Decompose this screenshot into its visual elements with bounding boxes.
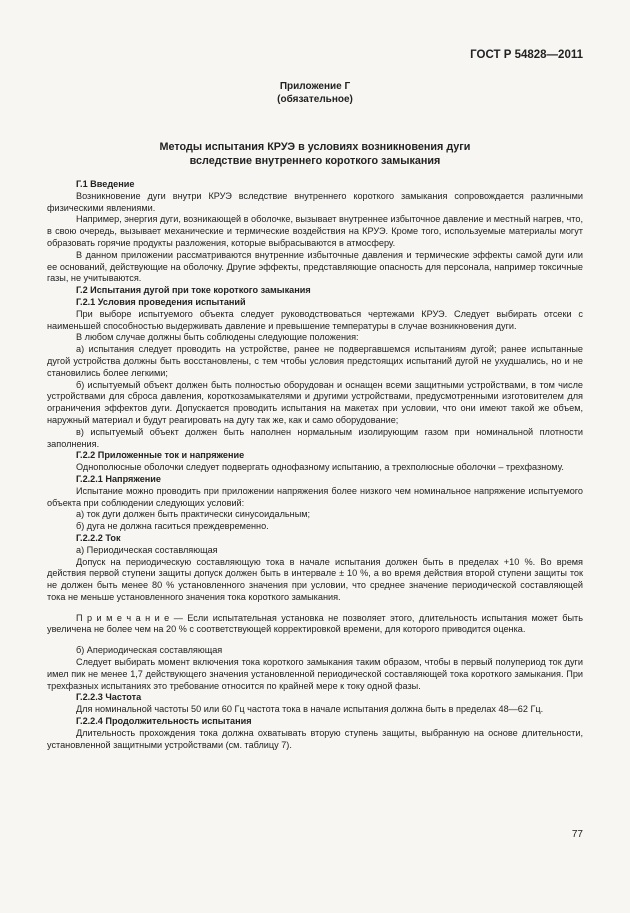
appendix-label: Приложение Г — [279, 81, 351, 92]
standard-code: ГОСТ Р 54828—2011 — [470, 49, 583, 61]
paragraph: Испытание можно проводить при приложении напряжения более низкого чем номинальное напряжение испытуемого объекта при соблюдении следующих условий: — [47, 485, 583, 508]
heading-g2-2: Г.2.2 Приложенные ток и напряжение — [76, 450, 245, 461]
paragraph: При выборе испытуемого объекта следует руководствоваться чертежами КРУЭ. Следует выбирать отсеки с наименьшей способностью выдерживать давление и превышение температуры в случае возникновения дуги. — [47, 308, 583, 331]
heading-g2-2-2: Г.2.2.2 Ток — [76, 532, 121, 543]
note: П р и м е ч а н и е — Если испытательная установка не позволяет этого, длительность испытания может быть увеличена не более чем на 20 % с соответствующей корректировкой времени, для которого приводится оценка. — [47, 612, 583, 635]
paragraph: Допуск на периодическую составляющую тока в начале испытания должен быть в пределах +10 %. Во время действия первой ступени защиты допуск должен быть в интервале ± 10 %, а во время действия второй ступени защиты ток не должен быть менее 80 % установленного значения при условии, что среднее значение периодической составляющей тока не меньше установленного значения тока короткого замыкания. — [47, 556, 583, 602]
paragraph: Для номинальной частоты 50 или 60 Гц частота тока в начале испытания должна быть в пределах 48—62 Гц. — [76, 704, 544, 715]
title-line-2: вследствие внутреннего короткого замыкания — [189, 155, 441, 167]
paragraph: Однополюсные оболочки следует подвергать однофазному испытанию, а трехполюсные оболочки – трехфазному. — [76, 462, 564, 473]
section-title — [0, 140, 630, 168]
heading-g2-1: Г.2.1 Условия проведения испытаний — [76, 296, 246, 307]
list-item: в) испытуемый объект должен быть наполнен нормальным изолирующим газом при номинальной плотности заполнения. — [47, 426, 583, 449]
heading-g2-2-1: Г.2.2.1 Напряжение — [76, 473, 161, 484]
list-item: б) испытуемый объект должен быть полностью оборудован и оснащен всеми защитными устройствами, в том числе устройствами для сброса давления, короткозамыкателями и другими устройствами, предусмотренными изготовителем для ограничения эффектов дуги. Допускается проводить испытания на макетах при условии, что они имеют такой же объем, наружный материал и будут реагировать на дугу так же, как и само оборудование; — [47, 379, 583, 425]
heading-g2: Г.2 Испытания дугой при токе короткого замыкания — [76, 285, 311, 296]
title-line-1: Методы испытания КРУЭ в условиях возникновения дуги — [159, 141, 471, 153]
subheading: а) Периодическая составляющая — [76, 544, 218, 555]
heading-g2-2-3: Г.2.2.3 Частота — [76, 692, 142, 703]
paragraph: В любом случае должны быть соблюдены следующие положения: — [76, 332, 359, 343]
heading-g1: Г.1 Введение — [76, 179, 135, 189]
paragraph: Возникновение дуги внутри КРУЭ вследствие внутреннего короткого замыкания сопровождается различными физическими явлениями. — [47, 190, 583, 213]
subheading: б) Апериодическая составляющая — [76, 645, 223, 656]
appendix-heading — [0, 80, 630, 106]
list-item: б) дуга не должна гаситься преждевременно. — [76, 521, 269, 532]
page-number: 77 — [571, 829, 583, 840]
paragraph: Следует выбирать момент включения тока короткого замыкания таким образом, чтобы в первый полупериод ток дуги имел пик не менее 1,7 действующего значения установленной периодической составляющей тока короткого замыкания. При трехфазных испытаниях это требование относится по крайней мере к току одной фазы. — [47, 657, 583, 691]
paragraph: Например, энергия дуги, возникающей в оболочке, вызывает внутреннее избыточное давление и местный нагрев, что, в свою очередь, вызывает механические и термические воздействия на КРУЭ. Кроме того, используемые материалы могут образовать горячие продукты разложения, которые выбрасываются в атмосферу. — [47, 214, 583, 248]
document-body — [47, 179, 583, 751]
paragraph: В данном приложении рассматриваются внутренние избыточные давления и термические эффекты самой дуги или ее оснований, действующие на оболочку. Другие эффекты, представляющие опасность для персонала, например токсичные газы, не учитываются. — [47, 249, 583, 284]
list-item: а) ток дуги должен быть практически синусоидальным; — [76, 509, 311, 520]
list-item: а) испытания следует проводить на устройстве, ранее не подвергавшемся испытаниям дугой; ранее испытанные дугой устройства должны быть восстановлены, с тем чтобы условия предстоящих испытаний дугой не ухудшались, но и не становились более легкими; — [47, 344, 583, 378]
appendix-type: (обязательное) — [277, 94, 353, 105]
heading-g2-2-4: Г.2.2.4 Продолжительность испытания — [76, 716, 252, 727]
paragraph: Длительность прохождения тока должна охватывать вторую ступень защиты, выбранную на основе длительности, установленной защитными устройствами (см. таблицу 7). — [47, 727, 583, 750]
